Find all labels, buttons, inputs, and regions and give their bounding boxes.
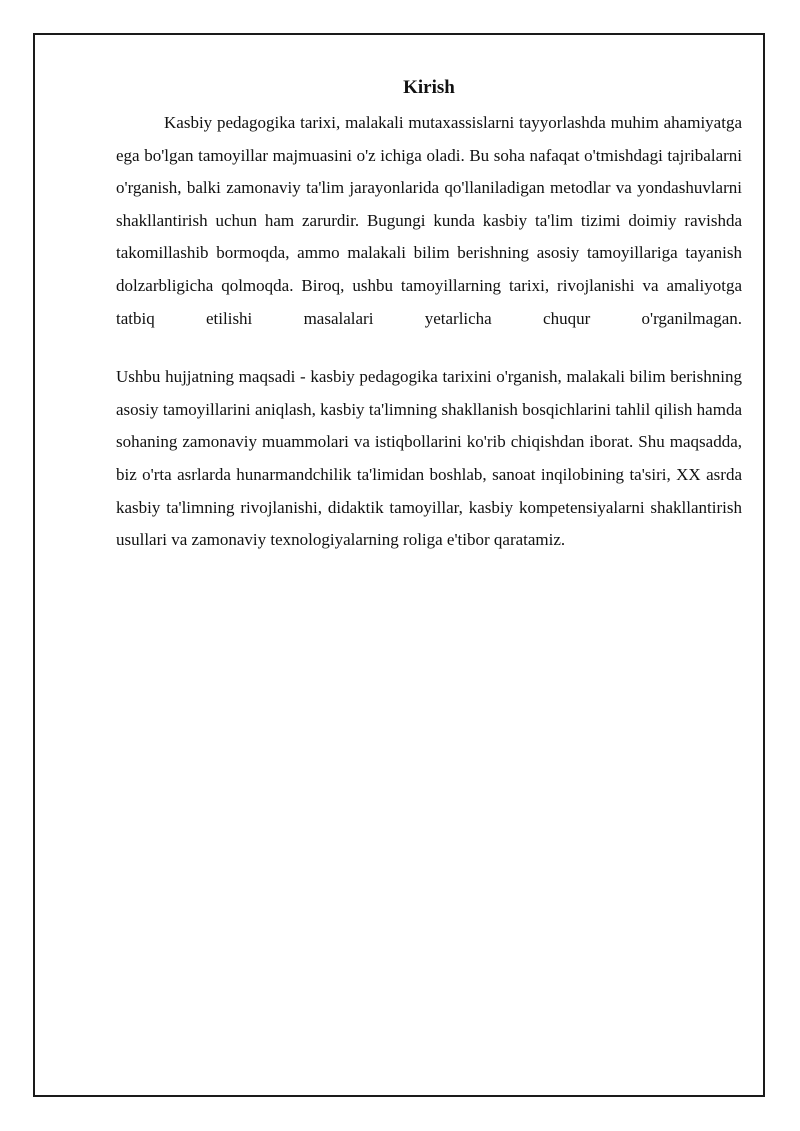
- paragraph-intro: Kasbiy pedagogika tarixi, malakali mutaxassislarni tayyorlashda muhim ahamiyatga ega bo'lgan tamoyillar majmuasini o'z ichiga oladi. Bu soha nafaqat o'tmishdagi tajribalarni o'rganish, balki zamonaviy ta'lim jarayonlarida qo'llaniladigan metodlar va yondashuvlarni shakllantirish uchun ham zarurdir. Bugungi kunda kasbiy ta'lim tizimi doimiy ravishda takomillashib bormoqda, ammo malakali bilim berishning asosiy tamoyillariga tayanish dolzarbligicha qolmoqda. Biroq, ushbu tamoyillarning tarixi, rivojlanishi va amaliyotga tatbiq etilishi masalalari yetarlicha chuqur o'rganilmagan.: [116, 113, 742, 328]
- document-title: Kirish: [403, 77, 455, 98]
- paragraph-gap: [116, 335, 742, 361]
- document-body: [116, 76, 742, 557]
- paragraph-aim: Ushbu hujjatning maqsadi - kasbiy pedagogika tarixini o'rganish, malakali bilim berishning asosiy tamoyillarini aniqlash, kasbiy ta'limning shakllanish bosqichlarini tahlil qilish hamda sohaning zamonaviy muammolari va istiqbollarini ko'rib chiqishdan iborat. Shu maqsadda, biz o'rta asrlarda hunarmandchilik ta'limidan boshlab, sanoat inqilobining ta'siri, XX asrda kasbiy ta'limning rivojlanishi, didaktik tamoyillar, kasbiy kompetensiyalarni shakllantirish usullari va zamonaviy texnologiyalarning roliga e'tibor qaratamiz.: [116, 367, 742, 550]
